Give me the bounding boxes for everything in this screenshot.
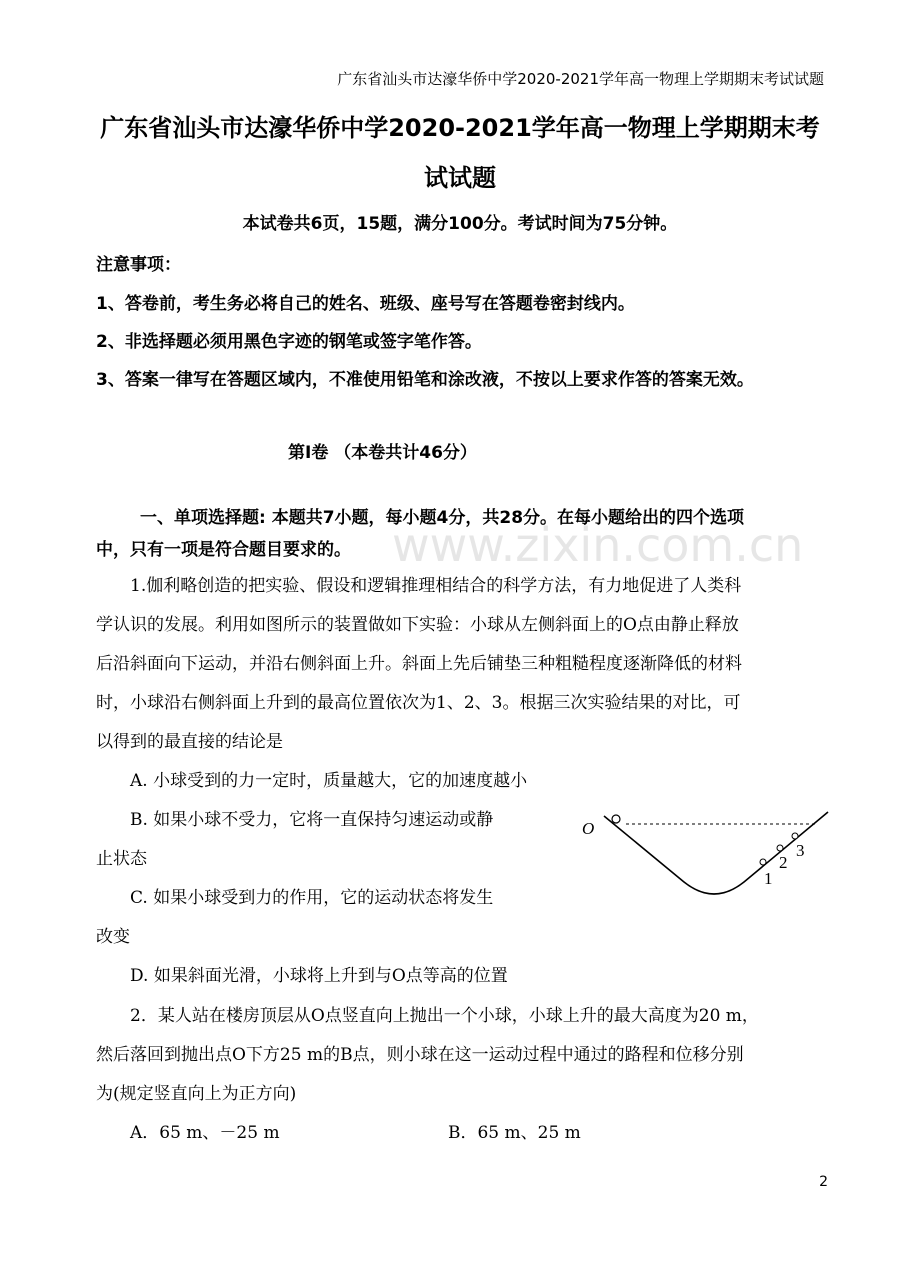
watermark: www.zixin.com.cn [392, 518, 804, 572]
note-item-3: 3、答案一律写在答题区域内，不准使用铅笔和涂改液，不按以上要求作答的答案无效。 [96, 370, 754, 390]
q1-line-2: 学认识的发展。利用如图所示的装置做如下实验：小球从左侧斜面上的O点由静止释放 [96, 615, 739, 635]
q2-option-a: A．65 m、－25 m [130, 1123, 280, 1143]
q1-line-1: 1.伽利略创造的把实验、假设和逻辑推理相结合的科学方法，有力地促进了人类科 [130, 576, 742, 596]
page-title-line1: 广东省汕头市达濠华侨中学2020-2021学年高一物理上学期期末考 [100, 114, 820, 142]
page-title-line2: 试试题 [424, 164, 496, 192]
q1-option-d: D. 如果斜面光滑，小球将上升到与O点等高的位置 [130, 966, 508, 986]
label-1: 1 [764, 869, 773, 888]
q1-option-a: A. 小球受到的力一定时，质量越大，它的加速度越小 [130, 771, 528, 791]
note-item-2: 2、非选择题必须用黑色字迹的钢笔或签字笔作答。 [96, 332, 482, 352]
label-2: 2 [779, 853, 788, 872]
page-number: 2 [819, 1174, 828, 1190]
q1-line-5: 以得到的最直接的结论是 [96, 732, 283, 752]
q2-line-2: 然后落回到抛出点O下方25 m的B点，则小球在这一运动过程中通过的路程和位移分别 [96, 1045, 744, 1065]
note-item-1: 1、答卷前，考生务必将自己的姓名、班级、座号写在答题卷密封线内。 [96, 294, 635, 314]
label-o: O [582, 819, 595, 838]
ball-position-1 [760, 859, 766, 865]
section-heading: 第Ⅰ卷 （本卷共计46分） [288, 443, 477, 463]
part1-instruction-line2: 中，只有一项是符合题目要求的。 [96, 540, 351, 560]
q1-line-4: 时，小球沿右侧斜面上升到的最高位置依次为1、2、3。根据三次实验结果的对比，可 [96, 693, 741, 713]
notes-heading: 注意事项： [96, 255, 181, 275]
ball-position-3 [792, 833, 798, 839]
q1-option-c-line2: 改变 [96, 927, 130, 947]
incline-figure [566, 798, 850, 914]
q2-line-1: 2．某人站在楼房顶层从O点竖直向上抛出一个小球，小球上升的最大高度为20 m， [130, 1006, 759, 1026]
q2-option-b: B．65 m、25 m [448, 1123, 581, 1143]
exam-info: 本试卷共6页，15题，满分100分。考试时间为75分钟。 [242, 214, 678, 234]
q1-option-b-line1: B. 如果小球不受力，它将一直保持匀速运动或静 [130, 810, 494, 830]
running-header: 广东省汕头市达濠华侨中学2020-2021学年高一物理上学期期末考试试题 [337, 70, 824, 88]
q1-option-c-line1: C. 如果小球受到力的作用，它的运动状态将发生 [130, 888, 494, 908]
q2-line-3: 为(规定竖直向上为正方向) [96, 1084, 297, 1104]
ball-position-2 [777, 845, 783, 851]
q1-option-b-line2: 止状态 [96, 849, 147, 869]
q1-line-3: 后沿斜面向下运动，并沿右侧斜面上升。斜面上先后铺垫三种粗糙程度逐渐降低的材料 [96, 654, 742, 674]
label-3: 3 [796, 841, 805, 860]
part1-instruction-line1: 一、单项选择题: 本题共7小题，每小题4分，共28分。在每小题给出的四个选项 [140, 508, 745, 528]
ball-start-o [612, 815, 620, 823]
